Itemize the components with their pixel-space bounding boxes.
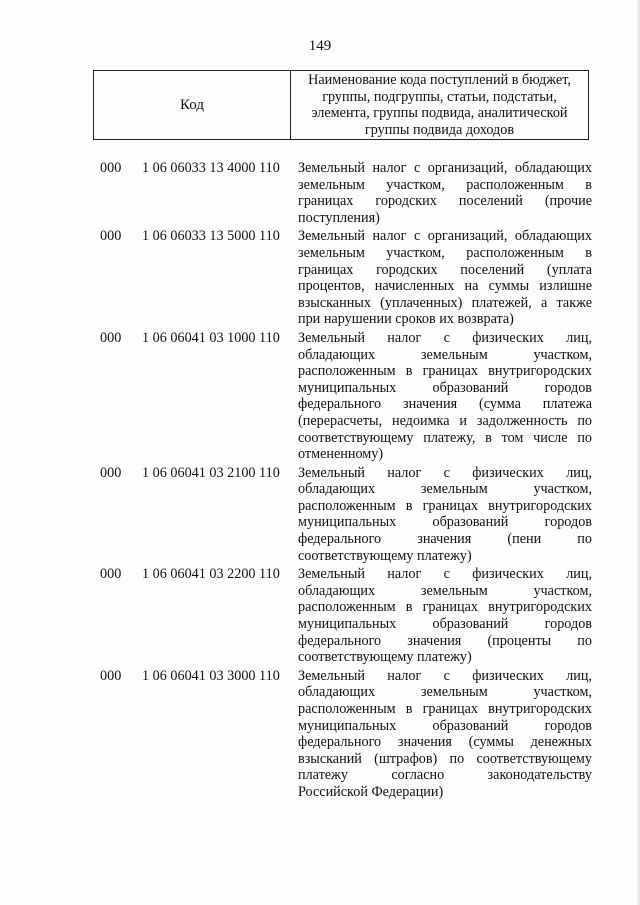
row-description bbox=[298, 465, 592, 565]
description-line: федерального значения (суммы денежных bbox=[298, 734, 592, 751]
row-revenue-code: 1 06 06041 03 3000 110 bbox=[142, 667, 280, 684]
row-revenue-code: 1 06 06041 03 1000 110 bbox=[142, 329, 280, 346]
description-line: расположенным в границах внутригородских bbox=[298, 363, 592, 380]
description-line: платежу согласно законодательству bbox=[298, 767, 592, 784]
page-edge-shadow bbox=[636, 0, 640, 905]
description-line: земельным участком, расположенным в bbox=[298, 176, 592, 193]
description-line: федерального значения (сумма платежа bbox=[298, 396, 592, 413]
table-row bbox=[100, 465, 592, 565]
description-line: обладающих земельным участком, bbox=[298, 582, 592, 599]
row-admin-code: 000 bbox=[100, 464, 122, 481]
row-revenue-code: 1 06 06041 03 2200 110 bbox=[142, 566, 280, 583]
description-line: расположенным в границах внутригородских bbox=[298, 599, 592, 616]
description-line: муниципальных образований городов bbox=[298, 616, 592, 633]
description-line: федерального значения (проценты по bbox=[298, 632, 592, 649]
row-description bbox=[298, 330, 592, 463]
description-line: муниципальных образований городов bbox=[298, 717, 592, 734]
table-row bbox=[100, 566, 592, 666]
table-row bbox=[100, 668, 592, 801]
description-line: (перерасчеты, недоимка и задолженность по bbox=[298, 412, 592, 429]
description-line: Земельный налог с физических лиц, bbox=[298, 464, 592, 481]
row-description bbox=[298, 228, 592, 328]
table-header bbox=[93, 70, 589, 140]
row-revenue-code: 1 06 06033 13 5000 110 bbox=[142, 228, 280, 245]
description-line: Российской Федерации) bbox=[298, 783, 444, 800]
description-line: федерального значения (пени по bbox=[298, 531, 592, 548]
description-line: взысканий (штрафов) по соответствующему bbox=[298, 750, 592, 767]
header-code-column: Код bbox=[94, 71, 291, 139]
header-name-column: Наименование кода поступлений в бюджет, группы, подгруппы, статьи, подстатьи, элемента, группы подвида, аналитической группы подвида доходов bbox=[308, 72, 571, 138]
description-line: муниципальных образований городов bbox=[298, 379, 592, 396]
page-number: 149 bbox=[308, 38, 332, 54]
row-admin-code: 000 bbox=[100, 228, 122, 245]
description-line: муниципальных образований городов bbox=[298, 514, 592, 531]
row-admin-code: 000 bbox=[100, 329, 122, 346]
row-admin-code: 000 bbox=[100, 667, 122, 684]
description-line: расположенным в границах внутригородских bbox=[298, 497, 592, 514]
description-line: Земельный налог с организаций, обладающих bbox=[298, 228, 592, 245]
description-line: обладающих земельным участком, bbox=[298, 684, 592, 701]
description-line: земельным участком, расположенным в bbox=[298, 244, 592, 261]
table-row bbox=[100, 160, 592, 226]
description-line: Земельный налог с физических лиц, bbox=[298, 566, 592, 583]
description-line: соответствующему платежу) bbox=[298, 649, 472, 666]
description-line: границах городских поселений (прочие bbox=[298, 193, 592, 210]
table-row bbox=[100, 228, 592, 328]
description-line: Земельный налог с физических лиц, bbox=[298, 667, 592, 684]
description-line: поступления) bbox=[298, 209, 380, 226]
table-row bbox=[100, 330, 592, 463]
description-line: взысканных (уплаченных) платежей, а также bbox=[298, 294, 592, 311]
row-description bbox=[298, 160, 592, 226]
row-description bbox=[298, 566, 592, 666]
description-line: соответствующему платежу) bbox=[298, 547, 472, 564]
table-body bbox=[100, 160, 592, 801]
row-revenue-code: 1 06 06033 13 4000 110 bbox=[142, 160, 280, 176]
description-line: обладающих земельным участком, bbox=[298, 346, 592, 363]
description-line: процентов, начисленных на суммы излишне bbox=[298, 278, 592, 295]
description-line: обладающих земельным участком, bbox=[298, 481, 592, 498]
description-line: соответствующему платежу, в том числе по bbox=[298, 429, 592, 446]
row-admin-code: 000 bbox=[100, 160, 122, 176]
row-description bbox=[298, 668, 592, 801]
description-line: Земельный налог с организаций, обладающих bbox=[298, 160, 592, 176]
description-line: Земельный налог с физических лиц, bbox=[298, 329, 592, 346]
row-revenue-code: 1 06 06041 03 2100 110 bbox=[142, 464, 280, 481]
description-line: при нарушении сроков их возврата) bbox=[298, 311, 514, 328]
description-line: расположенным в границах внутригородских bbox=[298, 701, 592, 717]
description-line: границах городских поселений (уплата bbox=[298, 261, 592, 278]
row-admin-code: 000 bbox=[100, 566, 122, 583]
description-line: отмененному) bbox=[298, 446, 384, 463]
